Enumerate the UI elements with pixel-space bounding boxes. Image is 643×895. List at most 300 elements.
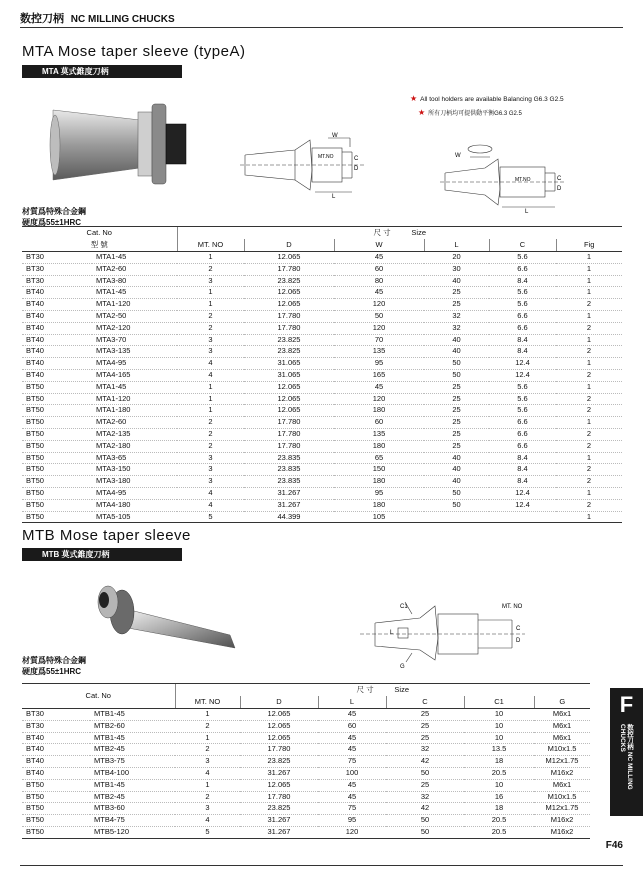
table-cell: MTA4-165 <box>92 369 177 381</box>
table-cell: 40 <box>424 476 489 488</box>
page-header <box>20 10 175 26</box>
mta-drawing-fig1 <box>240 130 370 200</box>
table-cell: 120 <box>334 393 424 405</box>
mtb-subtitle-bar <box>22 548 182 561</box>
table-cell: 1 <box>556 263 622 275</box>
table-cell: 120 <box>334 322 424 334</box>
mtb-col-catno: Cat. No <box>22 684 175 709</box>
table-cell: BT50 <box>22 511 92 523</box>
table-row <box>22 779 590 791</box>
table-cell: 120 <box>334 299 424 311</box>
table-cell: 31.267 <box>240 767 318 779</box>
table-cell: 23.825 <box>244 346 334 358</box>
mta-spec-table <box>22 226 622 523</box>
table-row <box>22 322 622 334</box>
table-cell: 3 <box>175 756 240 768</box>
table-cell: 40 <box>424 452 489 464</box>
table-cell: 12.065 <box>244 381 334 393</box>
table-cell: 45 <box>318 779 386 791</box>
table-cell: MTA3-150 <box>92 464 177 476</box>
table-cell: 5 <box>175 826 240 838</box>
table-cell: 5.6 <box>489 381 556 393</box>
table-row <box>22 464 622 476</box>
table-cell: 45 <box>334 381 424 393</box>
table-cell: MTB1-45 <box>90 732 175 744</box>
table-cell: 23.825 <box>244 334 334 346</box>
table-cell: BT50 <box>22 464 92 476</box>
table-cell: 23.835 <box>244 476 334 488</box>
table-cell: 2 <box>177 428 244 440</box>
mta-table-body <box>22 252 622 523</box>
table-cell: M10x1.5 <box>534 744 590 756</box>
table-cell: MTB2-45 <box>90 744 175 756</box>
table-cell: 1 <box>556 287 622 299</box>
table-cell: 135 <box>334 428 424 440</box>
table-cell: BT40 <box>22 310 92 322</box>
table-row <box>22 732 590 744</box>
table-cell: 18 <box>464 803 534 815</box>
table-cell: MTB4-75 <box>90 815 175 827</box>
table-cell: 8.4 <box>489 275 556 287</box>
table-cell: 23.825 <box>244 275 334 287</box>
table-cell: 20 <box>424 252 489 264</box>
table-row <box>22 393 622 405</box>
table-row <box>22 791 590 803</box>
mtb-col-size <box>175 684 590 697</box>
label-c: C <box>354 156 359 162</box>
section-side-tab <box>610 688 643 816</box>
table-cell: 12.065 <box>244 287 334 299</box>
table-cell: 8.4 <box>489 452 556 464</box>
mtb-spec-table <box>22 683 590 839</box>
table-cell: 4 <box>175 767 240 779</box>
table-cell: BT30 <box>22 709 90 721</box>
table-cell: 45 <box>334 287 424 299</box>
label-d: D <box>354 166 359 172</box>
table-cell: 12.065 <box>240 732 318 744</box>
table-cell: 42 <box>386 803 464 815</box>
table-cell: 25 <box>424 381 489 393</box>
table-cell: 12.065 <box>244 393 334 405</box>
table-cell: MTA2-60 <box>92 417 177 429</box>
table-cell: 12.4 <box>489 358 556 370</box>
table-cell: 12.4 <box>489 487 556 499</box>
table-cell: 44.399 <box>244 511 334 523</box>
table-cell: 31.267 <box>240 815 318 827</box>
table-cell: 70 <box>334 334 424 346</box>
table-cell: MTB4-100 <box>90 767 175 779</box>
table-cell: M12x1.75 <box>534 756 590 768</box>
mtb-subtitle: MTB 莫式錐度刀柄 <box>42 550 110 559</box>
table-cell: MTB2-45 <box>90 791 175 803</box>
table-cell: 2 <box>175 720 240 732</box>
table-cell: 23.835 <box>244 464 334 476</box>
table-cell: 50 <box>386 815 464 827</box>
table-cell: 2 <box>556 322 622 334</box>
table-cell: 120 <box>318 826 386 838</box>
table-cell: 12.065 <box>240 779 318 791</box>
label-mtno: MT.NO <box>318 154 334 160</box>
table-cell: 50 <box>386 767 464 779</box>
table-cell: 40 <box>424 464 489 476</box>
table-cell: 23.835 <box>244 452 334 464</box>
table-row <box>22 511 622 523</box>
table-cell: 12.4 <box>489 499 556 511</box>
table-cell: 12.065 <box>244 252 334 264</box>
table-cell: MTA3-80 <box>92 275 177 287</box>
mtb-table-body <box>22 709 590 839</box>
table-row <box>22 299 622 311</box>
table-cell: 16 <box>464 791 534 803</box>
table-cell: MTB5-120 <box>90 826 175 838</box>
table-cell: 17.780 <box>240 791 318 803</box>
side-tab-en: NC MILLING CHUCKS <box>619 724 633 790</box>
table-cell: 8.4 <box>489 334 556 346</box>
table-cell: 2 <box>556 464 622 476</box>
table-cell: 25 <box>386 720 464 732</box>
table-cell: 13.5 <box>464 744 534 756</box>
table-cell: BT50 <box>22 393 92 405</box>
table-cell: 95 <box>334 487 424 499</box>
table-cell: 25 <box>424 299 489 311</box>
table-cell: 1 <box>556 358 622 370</box>
table-cell: 10 <box>464 709 534 721</box>
table-cell: 25 <box>424 417 489 429</box>
table-cell: BT40 <box>22 299 92 311</box>
table-cell: 165 <box>334 369 424 381</box>
mtb-label-d: D <box>516 638 521 644</box>
table-cell: MTA4-180 <box>92 499 177 511</box>
mtb-col-l: L <box>318 696 386 709</box>
table-cell: BT50 <box>22 815 90 827</box>
table-cell: 2 <box>556 369 622 381</box>
table-cell: MTA4-95 <box>92 487 177 499</box>
table-cell: 50 <box>424 499 489 511</box>
table-cell: 1 <box>556 511 622 523</box>
header-divider <box>20 27 623 28</box>
table-cell: BT30 <box>22 275 92 287</box>
table-cell: 5.6 <box>489 287 556 299</box>
table-cell: MTA3-135 <box>92 346 177 358</box>
table-cell: 2 <box>556 476 622 488</box>
table-cell: 1 <box>556 452 622 464</box>
table-cell: MTA2-120 <box>92 322 177 334</box>
table-row <box>22 334 622 346</box>
table-row <box>22 767 590 779</box>
table-cell: BT50 <box>22 381 92 393</box>
table-cell: 1 <box>556 417 622 429</box>
table-cell: 180 <box>334 440 424 452</box>
table-cell: 5.6 <box>489 393 556 405</box>
table-cell: BT40 <box>22 756 90 768</box>
mtb-size-en: Size <box>394 685 410 694</box>
table-cell: 6.6 <box>489 417 556 429</box>
table-cell: 2 <box>556 440 622 452</box>
table-cell: 2 <box>177 263 244 275</box>
table-cell: 3 <box>177 452 244 464</box>
table-cell: 60 <box>334 263 424 275</box>
header-cn: 数控刀柄 <box>20 13 64 25</box>
table-row <box>22 744 590 756</box>
table-row <box>22 815 590 827</box>
table-cell: 5 <box>177 511 244 523</box>
mtb-material <box>22 655 86 677</box>
table-cell: BT50 <box>22 779 90 791</box>
table-cell: BT40 <box>22 358 92 370</box>
table-row <box>22 499 622 511</box>
table-cell: 1 <box>177 405 244 417</box>
mtb-label-g: G <box>400 664 405 670</box>
table-cell: 180 <box>334 405 424 417</box>
mta-col-w: W <box>334 239 424 252</box>
table-cell: 25 <box>424 393 489 405</box>
table-row <box>22 720 590 732</box>
table-cell: 6.6 <box>489 440 556 452</box>
table-cell: 1 <box>175 732 240 744</box>
mta-col-fig: Fig <box>556 239 622 252</box>
table-cell: 6.6 <box>489 263 556 275</box>
mta-size-cn: 尺 寸 <box>373 228 391 237</box>
table-row <box>22 275 622 287</box>
mta-col-size <box>177 227 622 240</box>
table-cell: 31.267 <box>240 826 318 838</box>
table-cell: 17.780 <box>244 310 334 322</box>
table-cell: 31.267 <box>244 487 334 499</box>
table-cell: 2 <box>556 428 622 440</box>
header-en: NC MILLING CHUCKS <box>70 14 175 25</box>
mta-col-l: L <box>424 239 489 252</box>
table-row <box>22 756 590 768</box>
table-cell: 1 <box>556 487 622 499</box>
mtb-title: MTB Mose taper sleeve <box>22 527 191 544</box>
table-cell: 10 <box>464 732 534 744</box>
table-cell: MTA1-45 <box>92 287 177 299</box>
side-tab-text <box>619 724 633 816</box>
table-cell: BT40 <box>22 369 92 381</box>
table-cell <box>424 511 489 523</box>
table-cell: M6x1 <box>534 720 590 732</box>
mta-material-2: 硬度爲55±1HRC <box>22 218 82 227</box>
table-cell: 31.065 <box>244 369 334 381</box>
table-row <box>22 476 622 488</box>
table-cell: 23.825 <box>240 803 318 815</box>
table-cell: 135 <box>334 346 424 358</box>
mtb-col-c: C <box>386 696 464 709</box>
table-row <box>22 252 622 264</box>
table-cell: 40 <box>424 275 489 287</box>
table-row <box>22 452 622 464</box>
table-cell: 2 <box>177 322 244 334</box>
side-tab-cn: 数控刀柄 <box>626 724 633 750</box>
table-cell: 12.065 <box>244 405 334 417</box>
table-cell: 150 <box>334 464 424 476</box>
table-cell: BT40 <box>22 287 92 299</box>
table-cell: BT50 <box>22 487 92 499</box>
mta-col-catno: Cat. No <box>22 227 177 240</box>
table-cell: BT40 <box>22 732 90 744</box>
table-cell: 3 <box>175 803 240 815</box>
table-cell: 17.780 <box>244 263 334 275</box>
table-cell: 45 <box>334 252 424 264</box>
table-cell: 25 <box>424 440 489 452</box>
mtb-material-1: 材質爲特殊合金鋼 <box>22 656 86 665</box>
mta-note-en-line <box>410 94 564 103</box>
table-cell: 75 <box>318 803 386 815</box>
table-row <box>22 381 622 393</box>
table-cell: MTA4-95 <box>92 358 177 370</box>
table-cell: 100 <box>318 767 386 779</box>
mtb-col-g: G <box>534 696 590 709</box>
table-cell: 75 <box>318 756 386 768</box>
table-row <box>22 346 622 358</box>
table-cell: 80 <box>334 275 424 287</box>
table-cell: 17.780 <box>244 428 334 440</box>
table-cell: 1 <box>556 310 622 322</box>
table-cell: 1 <box>177 393 244 405</box>
table-cell: 32 <box>424 310 489 322</box>
table-cell: MTB3-60 <box>90 803 175 815</box>
mta-material-1: 材質爲特殊合金鋼 <box>22 207 86 216</box>
table-cell: 1 <box>556 275 622 287</box>
mta-note-cn-line <box>418 108 522 117</box>
table-cell: 105 <box>334 511 424 523</box>
table-cell: 42 <box>386 756 464 768</box>
table-cell: 2 <box>177 310 244 322</box>
table-cell: 3 <box>177 476 244 488</box>
table-cell: BT50 <box>22 405 92 417</box>
table-row <box>22 803 590 815</box>
table-cell: BT40 <box>22 744 90 756</box>
table-cell: MTA2-50 <box>92 310 177 322</box>
mtb-product-photo <box>90 580 240 655</box>
mta-col-mtno: MT. NO <box>177 239 244 252</box>
mta-col-c: C <box>489 239 556 252</box>
table-cell: 30 <box>424 263 489 275</box>
table-cell: 40 <box>424 334 489 346</box>
table-cell: MTA1-45 <box>92 252 177 264</box>
table-cell: MTB2-60 <box>90 720 175 732</box>
table-row <box>22 405 622 417</box>
table-cell: MTB3-75 <box>90 756 175 768</box>
table-cell: 4 <box>177 487 244 499</box>
table-row <box>22 369 622 381</box>
mta-size-en: Size <box>411 228 427 237</box>
table-cell: 50 <box>424 358 489 370</box>
table-cell: MTA1-180 <box>92 405 177 417</box>
table-cell: BT30 <box>22 263 92 275</box>
table-cell: 4 <box>175 815 240 827</box>
table-cell: 8.4 <box>489 476 556 488</box>
table-cell: M12x1.75 <box>534 803 590 815</box>
table-cell: M6x1 <box>534 779 590 791</box>
table-cell: BT50 <box>22 417 92 429</box>
table-cell: 50 <box>334 310 424 322</box>
table-cell: 18 <box>464 756 534 768</box>
table-cell: 5.6 <box>489 252 556 264</box>
mta-material <box>22 206 86 228</box>
label-l2: L <box>525 209 529 215</box>
table-cell <box>489 511 556 523</box>
table-cell: 60 <box>318 720 386 732</box>
table-cell: 65 <box>334 452 424 464</box>
table-cell: 23.825 <box>240 756 318 768</box>
table-cell: 12.4 <box>489 369 556 381</box>
table-cell: MTB1-45 <box>90 709 175 721</box>
table-cell: 17.780 <box>244 322 334 334</box>
table-row <box>22 428 622 440</box>
mta-col-d: D <box>244 239 334 252</box>
table-cell: 8.4 <box>489 346 556 358</box>
mta-note-cn: 所有刀柄均可提供動平衡G6.3 G2.5 <box>428 111 522 117</box>
table-row <box>22 709 590 721</box>
table-cell: 20.5 <box>464 767 534 779</box>
table-row <box>22 358 622 370</box>
table-cell: MTA1-120 <box>92 299 177 311</box>
table-cell: 2 <box>556 346 622 358</box>
table-cell: 3 <box>177 334 244 346</box>
mtb-label-c1: C1 <box>400 604 408 610</box>
table-cell: 2 <box>556 499 622 511</box>
table-cell: 4 <box>177 358 244 370</box>
table-cell: 45 <box>318 791 386 803</box>
table-cell: BT50 <box>22 826 90 838</box>
table-cell: 1 <box>556 252 622 264</box>
table-cell: 25 <box>424 405 489 417</box>
table-cell: 45 <box>318 744 386 756</box>
table-row <box>22 417 622 429</box>
table-cell: BT50 <box>22 452 92 464</box>
star-icon: ★ <box>410 94 418 103</box>
table-cell: 10 <box>464 779 534 791</box>
table-cell: MTA2-135 <box>92 428 177 440</box>
mtb-label-c: C <box>516 626 521 632</box>
table-cell: 50 <box>386 826 464 838</box>
mta-subtitle: MTA 莫式錐度刀柄 <box>42 67 109 76</box>
table-cell: 6.6 <box>489 310 556 322</box>
table-cell: BT40 <box>22 334 92 346</box>
table-cell: 50 <box>424 487 489 499</box>
label-w: W <box>332 133 338 139</box>
table-row <box>22 440 622 452</box>
table-cell: 25 <box>386 779 464 791</box>
label-d2: D <box>557 186 562 192</box>
table-cell: MTA2-180 <box>92 440 177 452</box>
table-row <box>22 826 590 838</box>
table-cell: 12.065 <box>240 720 318 732</box>
table-cell: 25 <box>424 287 489 299</box>
table-cell: BT50 <box>22 428 92 440</box>
table-cell: 32 <box>424 322 489 334</box>
table-cell: 31.065 <box>244 358 334 370</box>
table-cell: 32 <box>386 744 464 756</box>
mta-title: MTA Mose taper sleeve (typeA) <box>22 43 246 60</box>
table-cell: 180 <box>334 476 424 488</box>
table-cell: MTA3-180 <box>92 476 177 488</box>
table-cell: BT30 <box>22 720 90 732</box>
mtb-label-l: L <box>390 630 394 636</box>
mtb-col-mtno: MT. NO <box>175 696 240 709</box>
table-cell: MTA3-70 <box>92 334 177 346</box>
mtb-drawing <box>360 598 560 673</box>
table-cell: 25 <box>386 709 464 721</box>
mta-drawing-fig2 <box>440 135 570 215</box>
label-w2: W <box>455 153 461 159</box>
table-cell: 12.065 <box>240 709 318 721</box>
table-cell: 6.6 <box>489 322 556 334</box>
table-cell: MTA5-105 <box>92 511 177 523</box>
table-cell: 20.5 <box>464 826 534 838</box>
table-cell: 31.267 <box>244 499 334 511</box>
